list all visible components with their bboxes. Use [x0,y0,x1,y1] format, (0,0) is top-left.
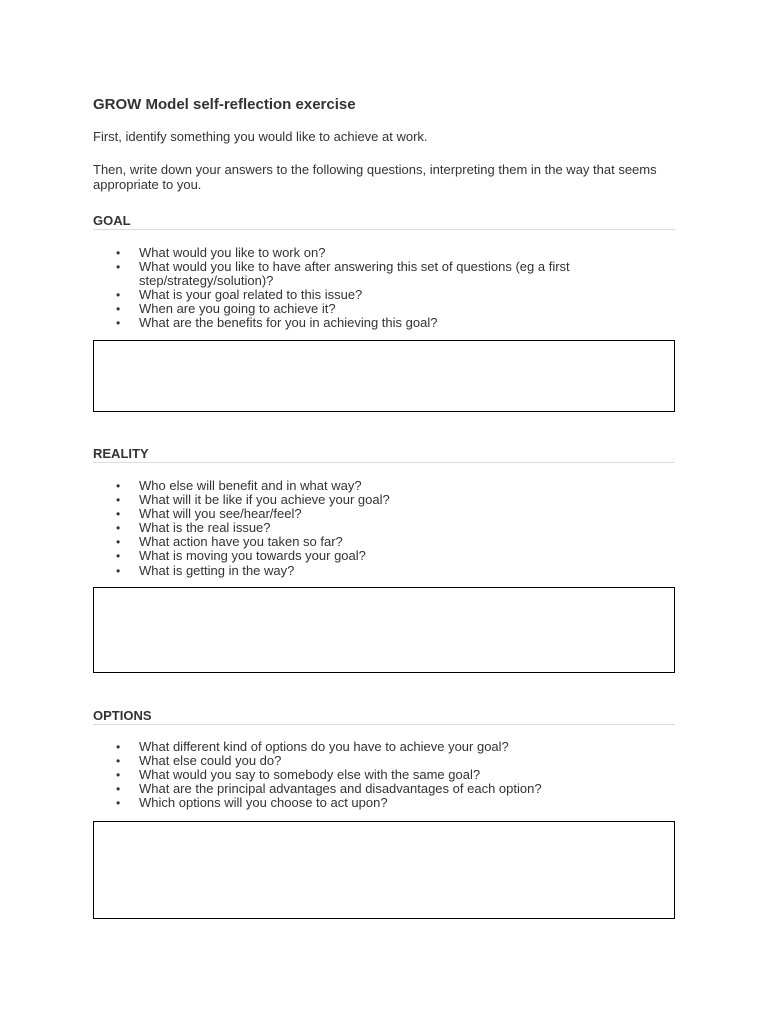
reality-question-list [93,479,675,578]
list-item: • What will you see/hear/feel? [139,507,675,521]
list-item: • What would you say to somebody else with the same goal? [139,768,675,782]
list-item: • What is the real issue? [139,521,675,535]
list-item: • What would you like to have after answering this set of questions (eg a first step/strategy/solution)? [139,260,675,288]
goal-question-list [93,246,675,331]
list-item: • What is moving you towards your goal? [139,549,675,563]
intro-paragraph: First, identify something you would like to achieve at work. [93,129,428,144]
list-item: • What is your goal related to this issue? [139,288,675,302]
options-question-list [93,740,675,810]
list-item: • What is getting in the way? [139,564,675,578]
section-heading-reality: REALITY [93,446,675,463]
list-item: • What action have you taken so far? [139,535,675,549]
list-item: • What are the benefits for you in achieving this goal? [139,316,675,330]
options-answer-box[interactable] [93,821,675,919]
list-item: • What different kind of options do you have to achieve your goal? [139,740,675,754]
list-item: • Who else will benefit and in what way? [139,479,675,493]
list-item: • What will it be like if you achieve your goal? [139,493,675,507]
instructions-paragraph: Then, write down your answers to the following questions, interpreting them in the way that seems appropriate to you. [93,162,657,192]
list-item: • When are you going to achieve it? [139,302,675,316]
list-item: • Which options will you choose to act upon? [139,796,675,810]
goal-answer-box[interactable] [93,340,675,412]
list-item: • What are the principal advantages and disadvantages of each option? [139,782,675,796]
reality-answer-box[interactable] [93,587,675,673]
section-heading-goal: GOAL [93,213,675,230]
page-title: GROW Model self-reflection exercise [93,96,356,113]
list-item: • What would you like to work on? [139,246,675,260]
section-heading-options: OPTIONS [93,708,675,725]
list-item: • What else could you do? [139,754,675,768]
